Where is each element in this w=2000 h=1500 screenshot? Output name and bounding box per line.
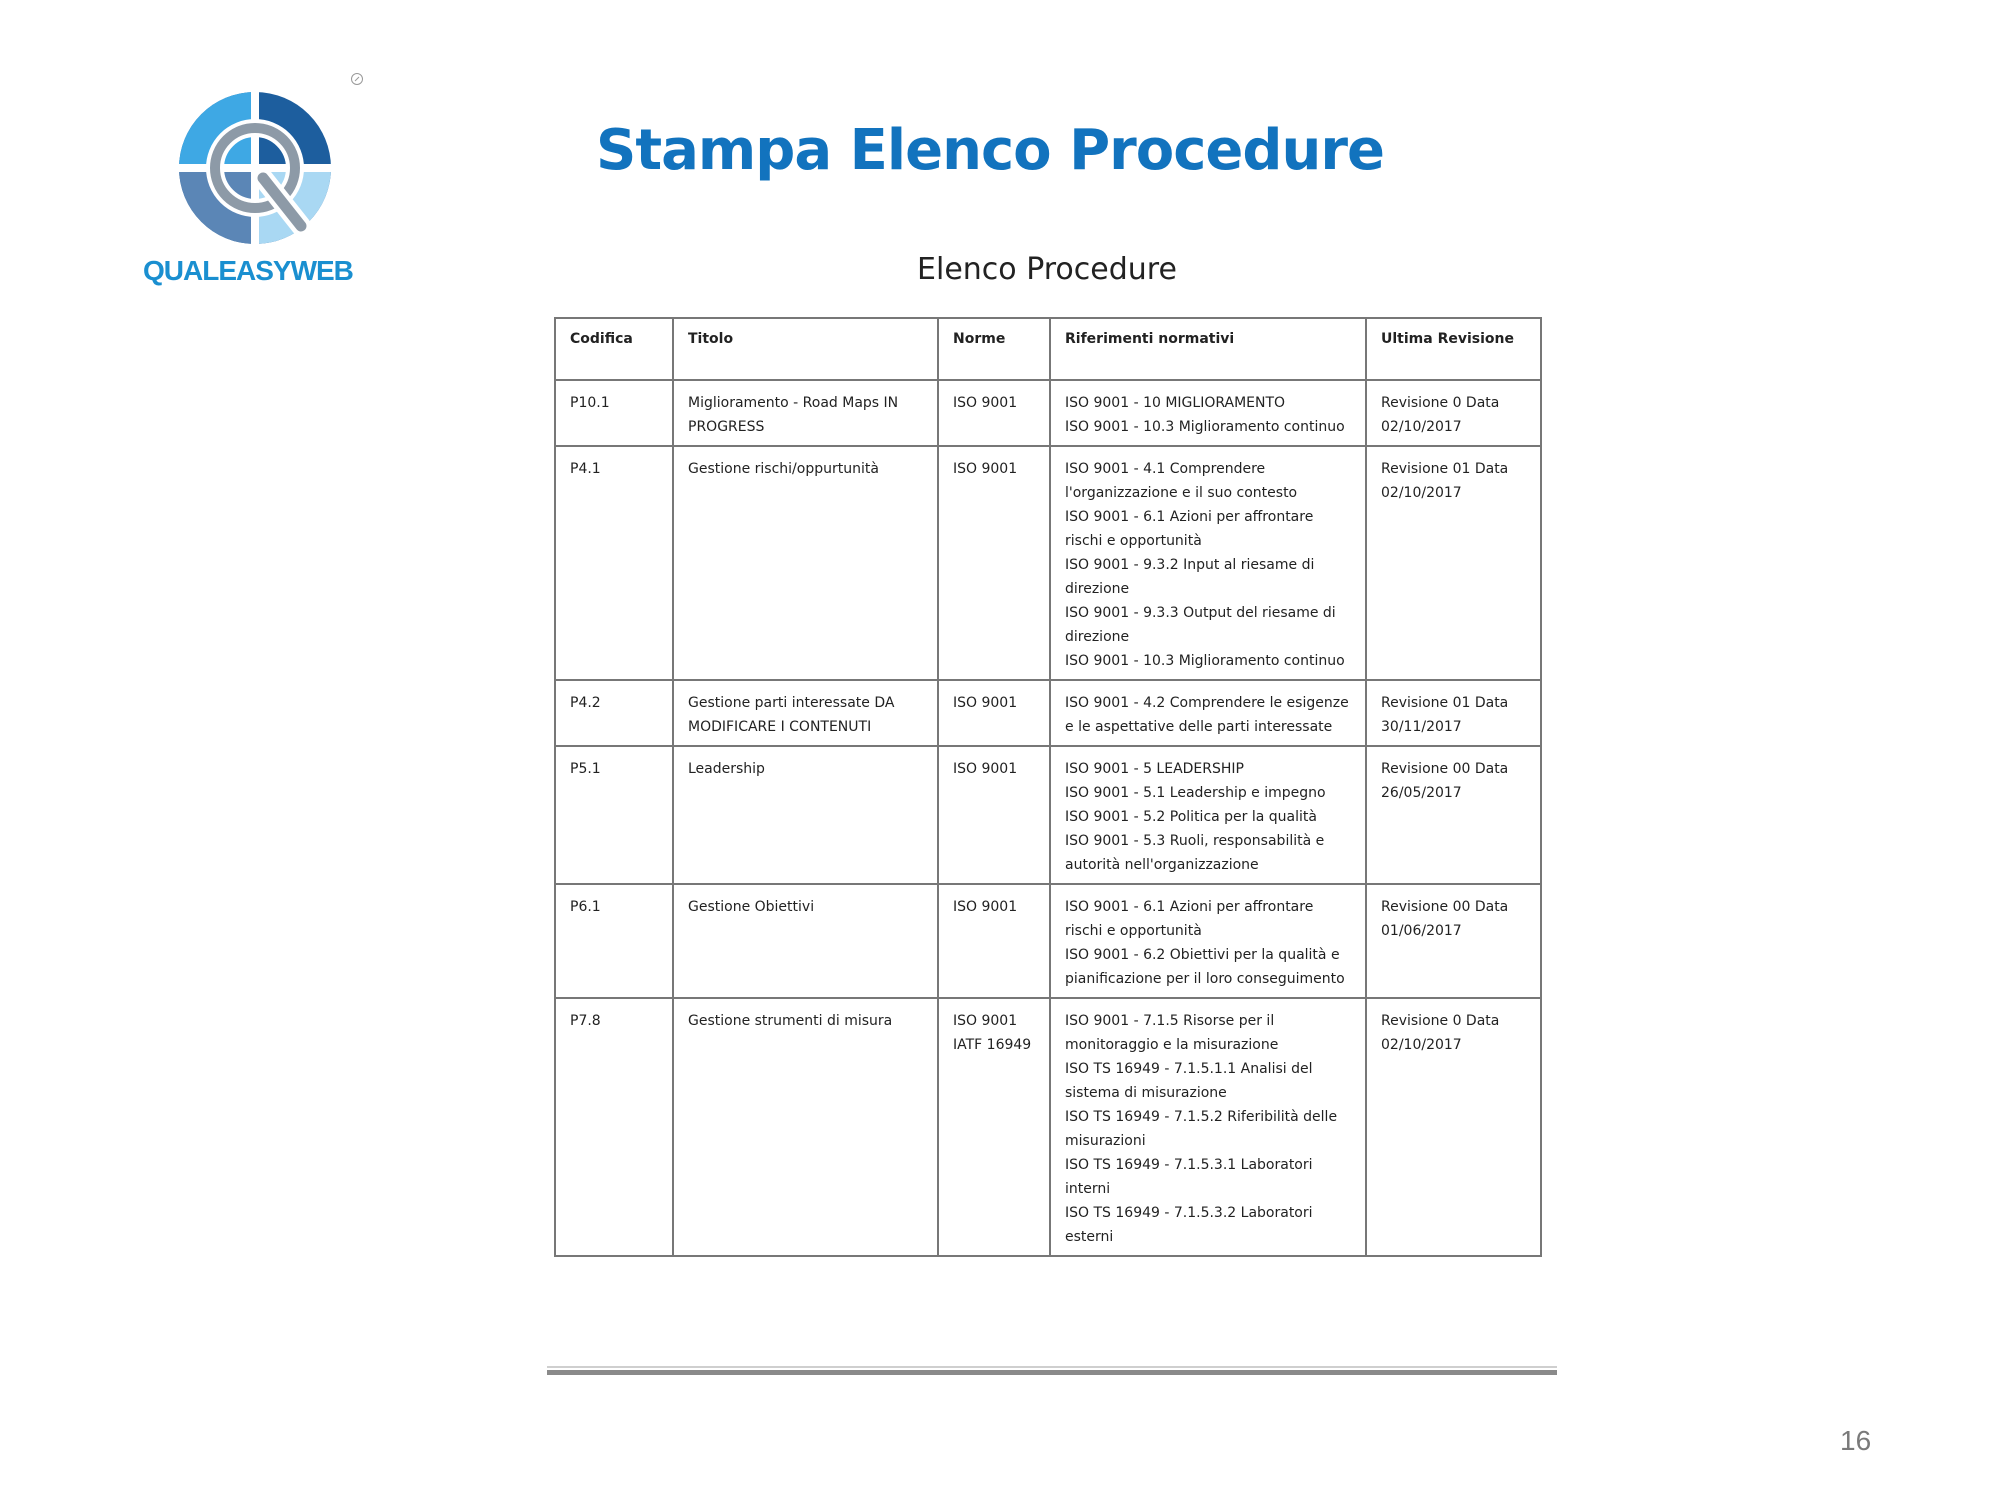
logo-wordmark: QUALEASYWEB	[143, 255, 353, 286]
table-header-row	[555, 318, 1541, 380]
cell-norms: ISO 9001	[938, 380, 1050, 446]
table-row	[555, 884, 1541, 998]
reference-line: ISO 9001 - 10.3 Miglioramento continuo	[1065, 653, 1345, 669]
cell-references	[1050, 884, 1366, 998]
cell-norms: ISO 9001	[938, 680, 1050, 746]
reference-line: ISO 9001 - 6.1 Azioni per affrontare rischi e opportunità	[1065, 899, 1314, 939]
cell-code: P5.1	[555, 746, 673, 884]
table-row	[555, 746, 1541, 884]
reference-line: ISO 9001 - 7.1.5 Risorse per il monitoraggio e la misurazione	[1065, 1013, 1279, 1053]
header-references: Riferimenti normativi	[1050, 318, 1366, 380]
reference-line: ISO TS 16949 - 7.1.5.3.1 Laboratori interni	[1065, 1157, 1313, 1197]
document-title: Elenco Procedure	[917, 252, 1177, 287]
table-row	[555, 998, 1541, 1256]
reference-line: ISO 9001 - 4.1 Comprendere l'organizzazione e il suo contesto	[1065, 461, 1298, 501]
cell-references	[1050, 446, 1366, 680]
header-norms: Norme	[938, 318, 1050, 380]
header-title: Titolo	[673, 318, 938, 380]
reference-line: ISO 9001 - 10.3 Miglioramento continuo	[1065, 419, 1345, 435]
reference-line: ISO TS 16949 - 7.1.5.3.2 Laboratori esterni	[1065, 1205, 1313, 1245]
cell-references	[1050, 380, 1366, 446]
reference-line: ISO 9001 - 9.3.2 Input al riesame di direzione	[1065, 557, 1315, 597]
cell-references	[1050, 680, 1366, 746]
cell-references	[1050, 746, 1366, 884]
cell-norms: ISO 9001	[938, 884, 1050, 998]
reference-line: ISO 9001 - 5.1 Leadership e impegno	[1065, 785, 1326, 801]
cell-revision: Revisione 01 Data 02/10/2017	[1366, 446, 1541, 680]
cell-title: Gestione parti interessate DA MODIFICARE I CONTENUTI	[673, 680, 938, 746]
cell-title: Gestione strumenti di misura	[673, 998, 938, 1256]
table-row	[555, 680, 1541, 746]
header-revision: Ultima Revisione	[1366, 318, 1541, 380]
reference-line: ISO 9001 - 5.2 Politica per la qualità	[1065, 809, 1317, 825]
cell-code: P4.2	[555, 680, 673, 746]
cell-revision: Revisione 0 Data 02/10/2017	[1366, 998, 1541, 1256]
qualeasyweb-logo	[135, 78, 375, 298]
table-row	[555, 446, 1541, 680]
slide-title: Stampa Elenco Procedure	[596, 118, 1384, 183]
cell-revision: Revisione 0 Data 02/10/2017	[1366, 380, 1541, 446]
header-code: Codifica	[555, 318, 673, 380]
cell-code: P6.1	[555, 884, 673, 998]
page-number: 16	[1840, 1425, 1872, 1456]
reference-line: ISO 9001 - 5 LEADERSHIP	[1065, 761, 1244, 777]
cell-title: Leadership	[673, 746, 938, 884]
registered-mark-icon	[350, 72, 364, 86]
reference-line: ISO 9001 - 6.2 Obiettivi per la qualità e pianificazione per il loro conseguimento	[1065, 947, 1345, 987]
reference-line: ISO 9001 - 6.1 Azioni per affrontare rischi e opportunità	[1065, 509, 1314, 549]
table-bottom-rule	[547, 1370, 1557, 1375]
cell-references	[1050, 998, 1366, 1256]
cell-revision: Revisione 00 Data 01/06/2017	[1366, 884, 1541, 998]
reference-line: ISO 9001 - 5.3 Ruoli, responsabilità e autorità nell'organizzazione	[1065, 833, 1325, 873]
reference-line: ISO 9001 - 4.2 Comprendere le esigenze e le aspettative delle parti interessate	[1065, 695, 1349, 735]
reference-line: ISO 9001 - 9.3.3 Output del riesame di direzione	[1065, 605, 1336, 645]
cell-norms: ISO 9001	[938, 446, 1050, 680]
cell-code: P7.8	[555, 998, 673, 1256]
cell-title: Gestione rischi/oppurtunità	[673, 446, 938, 680]
cell-revision: Revisione 00 Data 26/05/2017	[1366, 746, 1541, 884]
cell-title: Gestione Obiettivi	[673, 884, 938, 998]
procedures-table	[554, 317, 1542, 1257]
cell-code: P10.1	[555, 380, 673, 446]
table-bottom-shadow	[547, 1366, 1557, 1368]
cell-norms: ISO 9001	[938, 746, 1050, 884]
cell-revision: Revisione 01 Data 30/11/2017	[1366, 680, 1541, 746]
cell-code: P4.1	[555, 446, 673, 680]
table-row	[555, 380, 1541, 446]
reference-line: ISO TS 16949 - 7.1.5.2 Riferibilità delle misurazioni	[1065, 1109, 1338, 1149]
cell-norms: ISO 9001 IATF 16949	[938, 998, 1050, 1256]
reference-line: ISO 9001 - 10 MIGLIORAMENTO	[1065, 395, 1286, 411]
cell-title: Miglioramento - Road Maps IN PROGRESS	[673, 380, 938, 446]
reference-line: ISO TS 16949 - 7.1.5.1.1 Analisi del sistema di misurazione	[1065, 1061, 1313, 1101]
